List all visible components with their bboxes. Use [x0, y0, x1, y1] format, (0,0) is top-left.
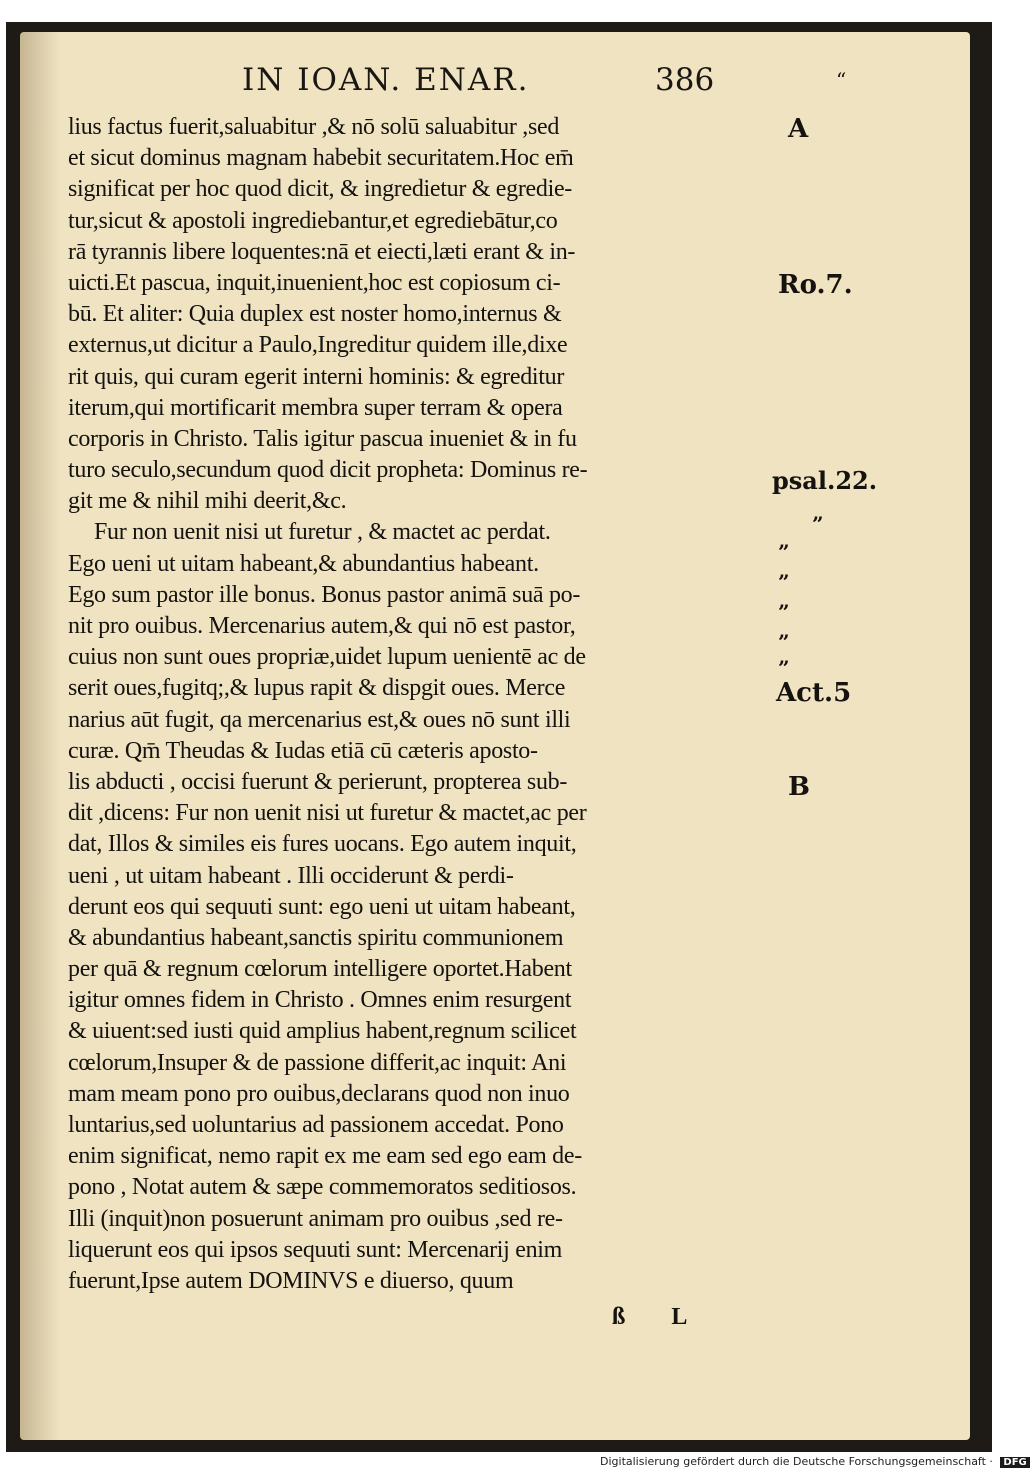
- text-line: Illi (inquit)non posuerunt animam pro ouibus ,sed re-: [68, 1205, 563, 1232]
- text-line: ueni , ut uitam habeant . Illi occiderunt & perdi-: [68, 862, 514, 889]
- page-header: [0, 52, 1000, 108]
- text-line: externus,ut dicitur a Paulo,Ingreditur quidem ille,dixe: [68, 332, 568, 359]
- text-line: dit ,dicens: Fur non uenit nisi ut furetur & mactet,ac per: [68, 800, 587, 827]
- text-line: narius aūt fugit, qa mercenarius est,& oues nō sunt illi: [68, 706, 571, 733]
- text-line: tur,sicut & apostoli ingrediebantur,et egrediebātur,co: [68, 207, 558, 234]
- text-line: cœlorum,Insuper & de passione differit,ac inquit: Ani: [68, 1049, 567, 1076]
- text-line: & uiuent:sed iusti quid amplius habent,regnum scilicet: [68, 1018, 577, 1045]
- text-line: mam meam pono pro ouibus,declarans quod non inuo: [68, 1080, 570, 1107]
- text-line: lius factus fuerit,saluabitur ,& nō solū saluabitur ,sed: [68, 114, 560, 140]
- text-line: corporis in Christo. Talis igitur pascua inueniet & in fu: [68, 425, 577, 452]
- text-line: significat per hoc quod dicit, & ingredietur & egredie-: [68, 176, 573, 203]
- dfg-logo: DFG: [1000, 1457, 1029, 1468]
- quote-mark: ”: [778, 540, 790, 564]
- text-line: enim significat, nemo rapit ex me eam sed ego eam de-: [68, 1143, 582, 1170]
- text-line: lis abducti , occisi fuerunt & perierunt, propterea sub-: [68, 768, 568, 795]
- body-text: [68, 112, 768, 1297]
- text-line: bū. Et aliter: Quia duplex est noster homo,internus &: [68, 301, 562, 328]
- text-line: fuerunt,Ipse autem DOMINVS e diuerso, quum: [68, 1267, 514, 1294]
- footer-credit: [600, 1455, 1027, 1468]
- text-line: Ego sum pastor ille bonus. Bonus pastor animā suā po-: [68, 581, 581, 608]
- text-line: liquerunt eos qui ipsos sequuti sunt: Mercenarij enim: [68, 1236, 563, 1263]
- text-line: igitur omnes fidem in Christo . Omnes enim resurgent: [68, 987, 572, 1014]
- quote-mark: ”: [778, 656, 790, 680]
- text-line: nit pro ouibus. Mercenarius autem,& qui nō est pastor,: [68, 613, 576, 639]
- quote-mark: ”: [778, 570, 790, 594]
- text-line: Ego ueni ut uitam habeant,& abundantius habeant.: [68, 550, 539, 577]
- text-line: serit oues,fugitq;,& lupus rapit & dispgit oues. Merce: [68, 675, 566, 702]
- margin-note-b: B: [788, 772, 810, 802]
- text-line: luntarius,sed uoluntarius ad passionem accedat. Pono: [68, 1112, 564, 1138]
- text-line: & abundantius habeant,sanctis spiritu communionem: [68, 924, 564, 951]
- corner-mark: “: [836, 68, 847, 92]
- text-line: rā tyrannis libere loquentes:nā et eiecti,læti erant & in-: [68, 238, 576, 265]
- quote-mark: ”: [778, 600, 790, 624]
- page-number: 386: [655, 62, 715, 98]
- margin-note-act: Act.5: [776, 678, 852, 708]
- text-line: rit quis, qui curam egerit interni hominis: & egreditur: [68, 363, 565, 390]
- text-line: dat, Illos & similes eis fures uocans. Ego autem inquit,: [68, 831, 577, 858]
- running-head: IN IOAN. ENAR.: [242, 62, 530, 98]
- text-line: git me & nihil mihi deerit,&c.: [68, 488, 347, 515]
- quote-mark: ”: [812, 512, 824, 536]
- page-gutter-shadow: [20, 32, 60, 1440]
- signature-mark: ß L: [612, 1304, 708, 1330]
- margin-note-psal: psal.22.: [772, 466, 878, 495]
- text-line: turo seculo,secundum quod dicit propheta: Dominus re-: [68, 457, 588, 484]
- margin-note-ro: Ro.7.: [778, 270, 853, 300]
- text-line: derunt eos qui sequuti sunt: ego ueni ut uitam habeant,: [68, 893, 576, 920]
- text-line: Fur non uenit nisi ut furetur , & mactet ac perdat.: [94, 519, 551, 546]
- text-line: et sicut dominus magnam habebit securitatem.Hoc em̄: [68, 145, 574, 172]
- text-line: pono , Notat autem & sæpe commemoratos seditiosos.: [68, 1174, 577, 1201]
- text-line: iterum,qui mortificarit membra super terram & opera: [68, 394, 563, 421]
- text-line: per quā & regnum cœlorum intelligere oportet.Habent: [68, 956, 572, 983]
- quote-mark: ”: [778, 630, 790, 654]
- text-line: curæ. Qm̄ Theudas & Iudas etiā cū cæteris aposto-: [68, 737, 538, 764]
- footer-text: Digitalisierung gefördert durch die Deutsche Forschungsgemeinschaft ·: [600, 1455, 993, 1468]
- text-line: uicti.Et pascua, inquit,inuenient,hoc est copiosum ci-: [68, 269, 561, 296]
- text-line: cuius non sunt oues propriæ,uidet lupum uenientē ac de: [68, 644, 586, 671]
- margin-note-a: A: [788, 114, 809, 144]
